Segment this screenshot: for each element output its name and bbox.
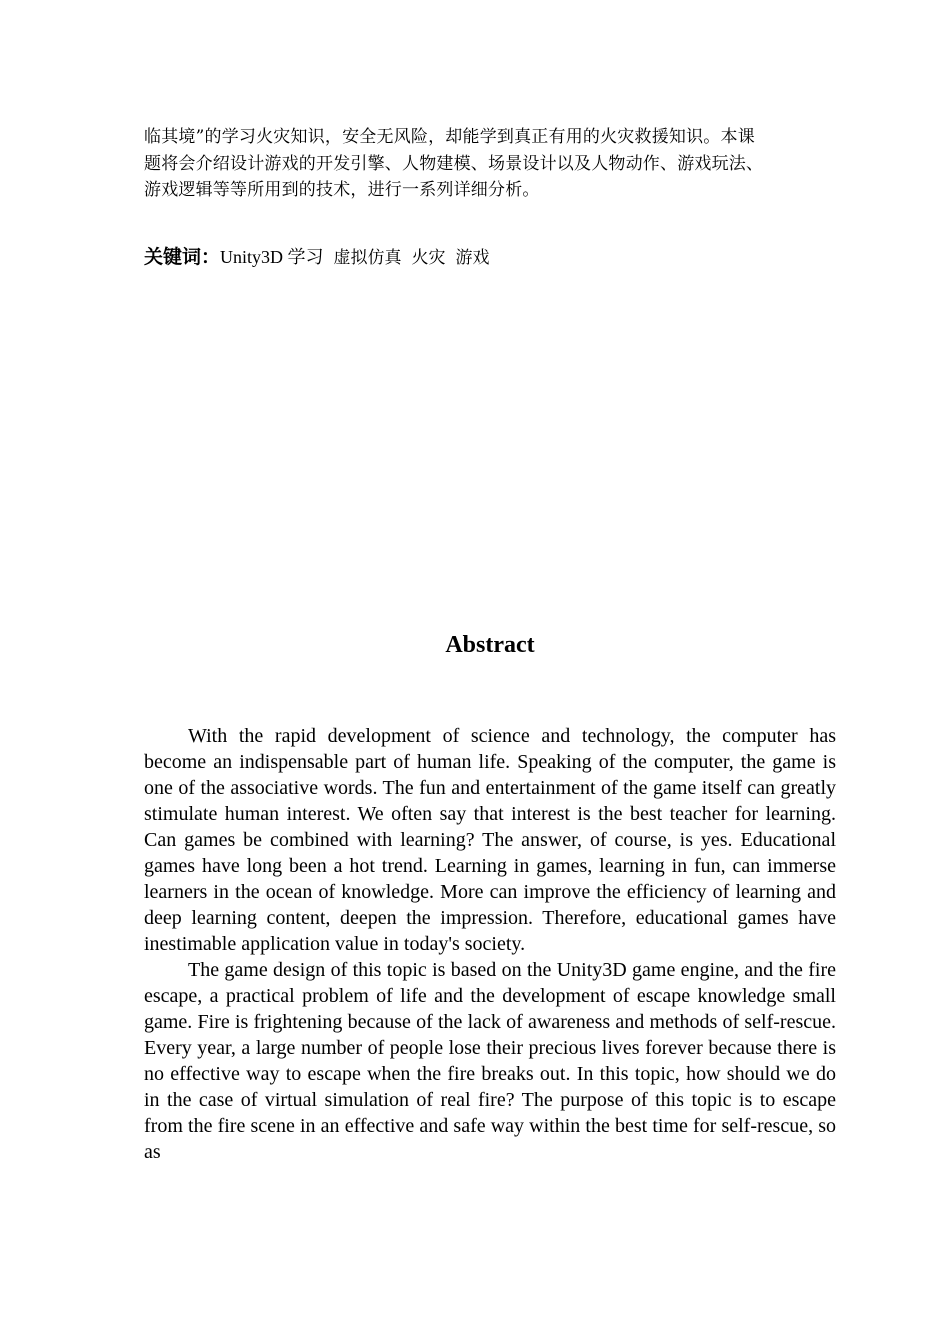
keyword-item: 游戏 [455, 248, 490, 268]
keyword-item: 火灾 [411, 248, 446, 268]
chinese-abstract-line: 临其境”的学习火灾知识，安全无风险，却能学到真正有用的火灾救援知识。本课 [144, 127, 755, 147]
keyword-item: 虚拟仿真 [333, 248, 402, 268]
keyword-item: Unity3D 学习 [220, 247, 324, 267]
abstract-heading: Abstract [445, 632, 535, 658]
chinese-abstract-paragraph [144, 124, 836, 204]
chinese-abstract-line: 题将会介绍设计游戏的开发引擎、人物建模、场景设计以及人物动作、游戏玩法、 [144, 153, 764, 174]
keywords-line [144, 244, 836, 271]
abstract-paragraph: The game design of this topic is based on the Unity3D game engine, and the fire escape, a practical problem of life and the development of escape knowledge small game. Fire is frightening because of the lack of awareness and methods of self-rescue. Every year, a large number of people lose their precious lives forever because there is no effective way to escape when the fire breaks out. In this topic, how should we do in the case of virtual simulation of real fire? The purpose of this topic is to escape from the fire scene in an effective and safe way within the best time for self-rescue, so as [144, 959, 836, 1163]
chinese-abstract-line: 游戏逻辑等等所用到的技术，进行一系列详细分析。 [144, 180, 540, 200]
keywords-label: 关键词： [144, 246, 221, 268]
abstract-body [144, 723, 836, 1165]
abstract-paragraph: With the rapid development of science and technology, the computer has become an indispensable part of human life. Speaking of the computer, the game is one of the associative words. The fun and entertainment of the game itself can greatly stimulate human interest. We often say that interest is the best teacher for learning. Can games be combined with learning? The answer, of course, is yes. Educational games have long been a hot trend. Learning in games, learning in fun, can immerse learners in the ocean of knowledge. More can improve the efficiency of learning and deep learning content, deepen the impression. Therefore, educational games have inestimable application value in today's society. [144, 725, 836, 955]
